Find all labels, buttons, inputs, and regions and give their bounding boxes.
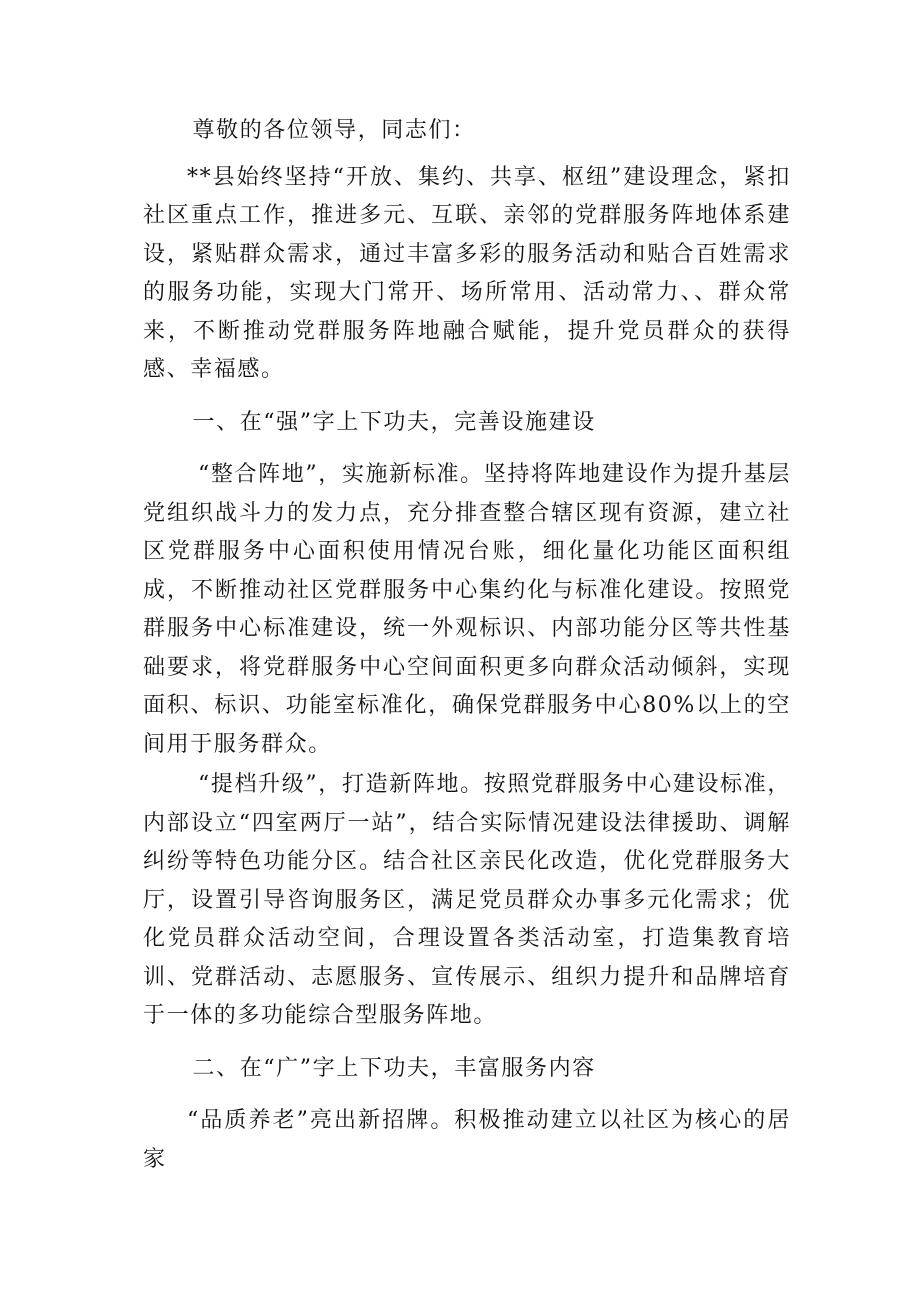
section-2-paragraph-1: “品质养老”亮出新招牌。积极推动建立以社区为核心的居家 <box>143 1108 791 1172</box>
intro-paragraph: **县始终坚持“开放、集约、共享、枢纽”建设理念，紧扣社区重点工作，推进多元、互联、亲邻的党群服务阵地体系建设，紧贴群众需求，通过丰富多彩的服务活动和贴合百姓需求的服务功能，实现大门常开、场所常用、活动常力、、群众常来，不断推动党群服务阵地融合赋能，提升党员群众的获得感、幸福感。 <box>143 164 791 382</box>
section-1-paragraph-1: “整合阵地”，实施新标准。坚持将阵地建设作为提升基层党组织战斗力的发力点，充分排查整合辖区现有资源，建立社区党群服务中心面积使用情况台账，细化量化功能区面积组成，不断推动社区党群服务中心集约化与标准化建设。按照党群服务中心标准建设，统一外观标识、内部功能分区等共性基础要求，将党群服务中心空间面积更多向群众活动倾斜，实现面积、标识、功能室标准化，确保党群服务中心80%以上的空间用于服务群众。 <box>143 462 791 757</box>
section-2-heading: 二、在“广”字上下功夫，丰富服务内容 <box>192 1055 596 1081</box>
document-body <box>143 112 791 1181</box>
salutation: 尊敬的各位领导，同志们： <box>192 118 476 143</box>
section-1-paragraph-2: “提档升级”，打造新阵地。按照党群服务中心建设标准，内部设立“四室两厅一站”，结合实际情况建设法律援助、调解纠纷等特色功能分区。结合社区亲民化改造，优化党群服务大厅，设置引导咨询服务区，满足党员群众办事多元化需求；优化党员群众活动空间，合理设置各类活动室，打造集教育培训、党群活动、志愿服务、宣传展示、组织力提升和品牌培育于一体的多功能综合型服务阵地。 <box>143 772 791 1028</box>
section-1-heading: 一、在“强”字上下功夫，完善设施建设 <box>192 409 596 435</box>
